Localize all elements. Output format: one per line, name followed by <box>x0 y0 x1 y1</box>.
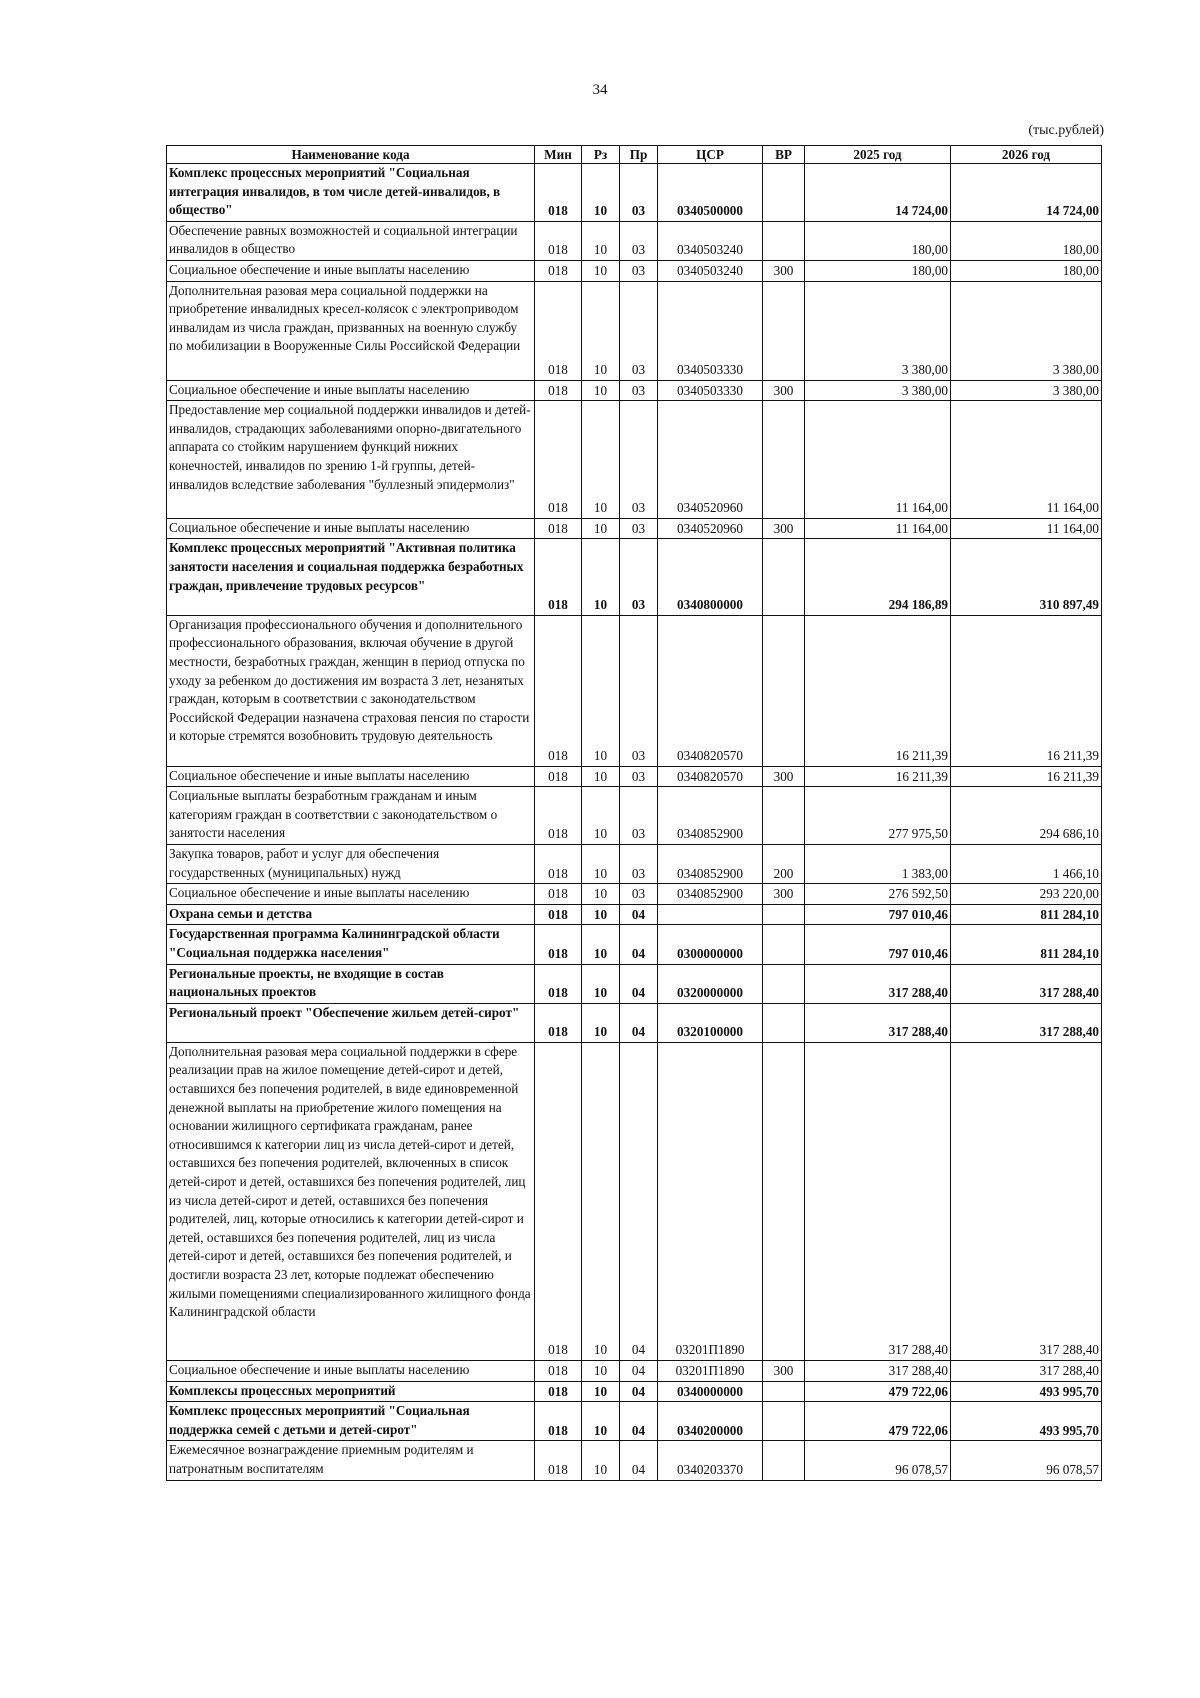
cell-vr: 300 <box>763 884 805 905</box>
cell-name: Предоставление мер социальной поддержки инвалидов и детей-инвалидов, страдающих заболеваниями опорно-двигательного аппарата со стойким нарушением функций нижних конечностей, инвалидов по зрению 1-й группы, детей-инвалидов вследствие заболевания "буллезный эпидермолиз" <box>167 401 535 519</box>
cell-rz: 10 <box>582 1042 620 1360</box>
cell-min: 018 <box>535 884 582 905</box>
cell-pr: 04 <box>620 1381 658 1402</box>
table-row <box>167 1042 1102 1360</box>
cell-2026: 14 724,00 <box>951 164 1102 222</box>
header-name: Наименование кода <box>167 146 535 164</box>
cell-min: 018 <box>535 787 582 845</box>
table-row <box>167 904 1102 925</box>
cell-csr: 0340852900 <box>658 844 763 883</box>
cell-2025: 479 722,06 <box>805 1381 951 1402</box>
cell-rz: 10 <box>582 260 620 281</box>
cell-2025: 317 288,40 <box>805 964 951 1003</box>
cell-csr: 0340203370 <box>658 1441 763 1480</box>
table-row <box>167 281 1102 380</box>
cell-vr <box>763 539 805 615</box>
cell-2025: 317 288,40 <box>805 1003 951 1042</box>
cell-name: Комплекс процессных мероприятий "Активная политика занятости населения и социальная поддержка безработных граждан, привлечение трудовых ресурсов" <box>167 539 535 615</box>
cell-name: Организация профессионального обучения и дополнительного профессионального образования, включая обучение в другой местности, безработных граждан, женщин в период отпуска по уходу за ребенком до достижения им возраста 3 лет, незанятых граждан, которым в соответствии с законодательством Российской Федерации назначена страховая пенсия по старости и которые стремятся возобновить трудовую деятельность <box>167 615 535 766</box>
cell-pr: 03 <box>620 844 658 883</box>
cell-rz: 10 <box>582 904 620 925</box>
table-row <box>167 615 1102 766</box>
cell-min: 018 <box>535 1441 582 1480</box>
cell-csr: 0340200000 <box>658 1402 763 1441</box>
cell-2026: 16 211,39 <box>951 766 1102 787</box>
cell-2025: 3 380,00 <box>805 281 951 380</box>
header-pr: Пр <box>620 146 658 164</box>
table-row <box>167 766 1102 787</box>
cell-pr: 03 <box>620 260 658 281</box>
table-row <box>167 164 1102 222</box>
cell-vr <box>763 221 805 260</box>
cell-2025: 3 380,00 <box>805 380 951 401</box>
cell-min: 018 <box>535 518 582 539</box>
cell-vr <box>763 1381 805 1402</box>
cell-min: 018 <box>535 281 582 380</box>
cell-csr: 0340800000 <box>658 539 763 615</box>
cell-rz: 10 <box>582 380 620 401</box>
cell-2026: 493 995,70 <box>951 1402 1102 1441</box>
cell-csr: 0320100000 <box>658 1003 763 1042</box>
cell-min: 018 <box>535 844 582 883</box>
cell-min: 018 <box>535 1381 582 1402</box>
cell-name: Социальное обеспечение и иные выплаты населению <box>167 766 535 787</box>
header-vr: ВР <box>763 146 805 164</box>
cell-2026: 811 284,10 <box>951 925 1102 964</box>
cell-csr <box>658 904 763 925</box>
cell-csr: 0300000000 <box>658 925 763 964</box>
cell-pr: 03 <box>620 380 658 401</box>
cell-rz: 10 <box>582 615 620 766</box>
cell-rz: 10 <box>582 766 620 787</box>
budget-table <box>166 145 1102 1481</box>
cell-2025: 11 164,00 <box>805 401 951 519</box>
cell-pr: 04 <box>620 1361 658 1382</box>
cell-2026: 3 380,00 <box>951 281 1102 380</box>
cell-pr: 03 <box>620 884 658 905</box>
header-min: Мин <box>535 146 582 164</box>
cell-min: 018 <box>535 1042 582 1360</box>
cell-csr: 0340520960 <box>658 518 763 539</box>
cell-vr <box>763 281 805 380</box>
table-row <box>167 260 1102 281</box>
cell-min: 018 <box>535 221 582 260</box>
table-row <box>167 844 1102 883</box>
cell-csr: 0340520960 <box>658 401 763 519</box>
cell-name: Региональный проект "Обеспечение жильем детей-сирот" <box>167 1003 535 1042</box>
cell-2025: 797 010,46 <box>805 904 951 925</box>
cell-pr: 03 <box>620 539 658 615</box>
cell-csr: 0320000000 <box>658 964 763 1003</box>
cell-csr: 0340503240 <box>658 221 763 260</box>
cell-2025: 11 164,00 <box>805 518 951 539</box>
cell-vr <box>763 164 805 222</box>
cell-csr: 03201П1890 <box>658 1042 763 1360</box>
cell-2025: 180,00 <box>805 221 951 260</box>
cell-pr: 03 <box>620 164 658 222</box>
cell-rz: 10 <box>582 221 620 260</box>
cell-name: Ежемесячное вознаграждение приемным родителям и патронатным воспитателям <box>167 1441 535 1480</box>
header-csr: ЦСР <box>658 146 763 164</box>
table-row <box>167 401 1102 519</box>
cell-pr: 04 <box>620 1402 658 1441</box>
cell-2026: 317 288,40 <box>951 1042 1102 1360</box>
cell-2026: 180,00 <box>951 260 1102 281</box>
cell-min: 018 <box>535 964 582 1003</box>
cell-rz: 10 <box>582 401 620 519</box>
cell-vr: 300 <box>763 260 805 281</box>
cell-vr <box>763 787 805 845</box>
cell-2026: 310 897,49 <box>951 539 1102 615</box>
cell-csr: 0340000000 <box>658 1381 763 1402</box>
cell-name: Комплекс процессных мероприятий "Социальная поддержка семей с детьми и детей-сирот" <box>167 1402 535 1441</box>
cell-2026: 3 380,00 <box>951 380 1102 401</box>
cell-vr: 300 <box>763 766 805 787</box>
cell-min: 018 <box>535 904 582 925</box>
cell-pr: 04 <box>620 1042 658 1360</box>
cell-name: Региональные проекты, не входящие в состав национальных проектов <box>167 964 535 1003</box>
cell-name: Комплекс процессных мероприятий "Социальная интеграция инвалидов, в том числе детей-инвалидов, в общество" <box>167 164 535 222</box>
cell-vr <box>763 964 805 1003</box>
cell-name: Дополнительная разовая мера социальной поддержки в сфере реализации прав на жилое помещение детей-сирот и детей, оставшихся без попечения родителей, в виде единовременной денежной выплаты на приобретение жилого помещения на основании жилищного сертификата гражданам, ранее относившимся к категории лиц из числа детей-сирот и детей, оставшихся без попечения родителей, включенных в список детей-сирот и детей, оставшихся без попечения родителей, лиц из числа детей-сирот и детей, оставшихся без попечения родителей, лиц, которые относились к категории детей-сирот и детей, оставшихся без попечения родителей, лиц из числа детей-сирот и детей, оставшихся без попечения родителей, и достигли возраста 23 лет, которые подлежат обеспечению жилыми помещениями специализированного жилищного фонда Калининградской области <box>167 1042 535 1360</box>
cell-min: 018 <box>535 380 582 401</box>
cell-min: 018 <box>535 766 582 787</box>
cell-min: 018 <box>535 401 582 519</box>
cell-rz: 10 <box>582 1381 620 1402</box>
cell-rz: 10 <box>582 281 620 380</box>
cell-csr: 0340852900 <box>658 884 763 905</box>
cell-pr: 04 <box>620 964 658 1003</box>
cell-name: Социальные выплаты безработным гражданам и иным категориям граждан в соответствии с законодательством о занятости населения <box>167 787 535 845</box>
cell-name: Дополнительная разовая мера социальной поддержки на приобретение инвалидных кресел-колясок с электроприводом инвалидам из числа граждан, призванных на военную службу по мобилизации в Вооруженные Силы Российской Федерации <box>167 281 535 380</box>
cell-rz: 10 <box>582 964 620 1003</box>
cell-pr: 04 <box>620 1441 658 1480</box>
header-2025: 2025 год <box>805 146 951 164</box>
cell-min: 018 <box>535 539 582 615</box>
cell-vr <box>763 1003 805 1042</box>
table-row <box>167 221 1102 260</box>
cell-2026: 317 288,40 <box>951 1361 1102 1382</box>
cell-rz: 10 <box>582 518 620 539</box>
cell-name: Социальное обеспечение и иные выплаты населению <box>167 518 535 539</box>
cell-2025: 317 288,40 <box>805 1361 951 1382</box>
cell-name: Закупка товаров, работ и услуг для обеспечения государственных (муниципальных) нужд <box>167 844 535 883</box>
cell-2026: 317 288,40 <box>951 964 1102 1003</box>
cell-min: 018 <box>535 1361 582 1382</box>
page-number: 34 <box>592 82 608 98</box>
cell-pr: 03 <box>620 787 658 845</box>
table-row <box>167 884 1102 905</box>
cell-csr: 0340503240 <box>658 260 763 281</box>
cell-rz: 10 <box>582 925 620 964</box>
cell-2026: 180,00 <box>951 221 1102 260</box>
cell-pr: 03 <box>620 221 658 260</box>
cell-min: 018 <box>535 164 582 222</box>
cell-csr: 0340852900 <box>658 787 763 845</box>
units-label: (тыс.рублей) <box>1028 123 1104 138</box>
cell-rz: 10 <box>582 1003 620 1042</box>
cell-vr <box>763 615 805 766</box>
table-body <box>167 164 1102 1481</box>
cell-2025: 14 724,00 <box>805 164 951 222</box>
cell-name: Государственная программа Калининградской области "Социальная поддержка населения" <box>167 925 535 964</box>
cell-2025: 317 288,40 <box>805 1042 951 1360</box>
cell-rz: 10 <box>582 787 620 845</box>
table-row <box>167 1361 1102 1382</box>
cell-min: 018 <box>535 260 582 281</box>
table-header-row <box>167 146 1102 164</box>
cell-vr <box>763 1441 805 1480</box>
table-row <box>167 925 1102 964</box>
header-2026: 2026 год <box>951 146 1102 164</box>
cell-2026: 293 220,00 <box>951 884 1102 905</box>
cell-rz: 10 <box>582 884 620 905</box>
cell-2026: 811 284,10 <box>951 904 1102 925</box>
cell-name: Социальное обеспечение и иные выплаты населению <box>167 1361 535 1382</box>
cell-min: 018 <box>535 1402 582 1441</box>
cell-vr <box>763 1042 805 1360</box>
cell-2025: 276 592,50 <box>805 884 951 905</box>
cell-pr: 04 <box>620 1003 658 1042</box>
cell-pr: 03 <box>620 281 658 380</box>
cell-vr <box>763 1402 805 1441</box>
cell-pr: 03 <box>620 615 658 766</box>
cell-rz: 10 <box>582 1441 620 1480</box>
cell-csr: 0340820570 <box>658 615 763 766</box>
cell-name: Обеспечение равных возможностей и социальной интеграции инвалидов в общество <box>167 221 535 260</box>
table-row <box>167 1381 1102 1402</box>
table-row <box>167 1003 1102 1042</box>
cell-rz: 10 <box>582 164 620 222</box>
table-row <box>167 787 1102 845</box>
cell-pr: 04 <box>620 904 658 925</box>
cell-pr: 04 <box>620 925 658 964</box>
cell-rz: 10 <box>582 844 620 883</box>
cell-pr: 03 <box>620 766 658 787</box>
cell-2025: 797 010,46 <box>805 925 951 964</box>
cell-2026: 294 686,10 <box>951 787 1102 845</box>
cell-min: 018 <box>535 615 582 766</box>
cell-2025: 277 975,50 <box>805 787 951 845</box>
cell-pr: 03 <box>620 401 658 519</box>
cell-2025: 479 722,06 <box>805 1402 951 1441</box>
cell-name: Социальное обеспечение и иные выплаты населению <box>167 260 535 281</box>
cell-min: 018 <box>535 1003 582 1042</box>
table-row <box>167 539 1102 615</box>
cell-pr: 03 <box>620 518 658 539</box>
cell-vr <box>763 904 805 925</box>
header-rz: Рз <box>582 146 620 164</box>
cell-2025: 16 211,39 <box>805 766 951 787</box>
table-row <box>167 518 1102 539</box>
cell-2026: 96 078,57 <box>951 1441 1102 1480</box>
cell-vr: 300 <box>763 518 805 539</box>
cell-2026: 11 164,00 <box>951 518 1102 539</box>
cell-rz: 10 <box>582 1361 620 1382</box>
cell-vr: 200 <box>763 844 805 883</box>
cell-2025: 96 078,57 <box>805 1441 951 1480</box>
cell-2026: 493 995,70 <box>951 1381 1102 1402</box>
cell-2025: 1 383,00 <box>805 844 951 883</box>
cell-2025: 294 186,89 <box>805 539 951 615</box>
cell-csr: 0340503330 <box>658 281 763 380</box>
cell-2026: 16 211,39 <box>951 615 1102 766</box>
cell-csr: 0340503330 <box>658 380 763 401</box>
cell-name: Социальное обеспечение и иные выплаты населению <box>167 380 535 401</box>
cell-2025: 16 211,39 <box>805 615 951 766</box>
cell-vr: 300 <box>763 380 805 401</box>
cell-csr: 0340500000 <box>658 164 763 222</box>
cell-2026: 317 288,40 <box>951 1003 1102 1042</box>
cell-rz: 10 <box>582 539 620 615</box>
cell-rz: 10 <box>582 1402 620 1441</box>
table-row <box>167 964 1102 1003</box>
table-row <box>167 1402 1102 1441</box>
cell-vr: 300 <box>763 1361 805 1382</box>
cell-csr: 03201П1890 <box>658 1361 763 1382</box>
cell-csr: 0340820570 <box>658 766 763 787</box>
cell-2026: 11 164,00 <box>951 401 1102 519</box>
table-row <box>167 380 1102 401</box>
cell-2026: 1 466,10 <box>951 844 1102 883</box>
cell-vr <box>763 401 805 519</box>
table-row <box>167 1441 1102 1480</box>
cell-vr <box>763 925 805 964</box>
cell-name: Социальное обеспечение и иные выплаты населению <box>167 884 535 905</box>
cell-name: Охрана семьи и детства <box>167 904 535 925</box>
cell-2025: 180,00 <box>805 260 951 281</box>
cell-name: Комплексы процессных мероприятий <box>167 1381 535 1402</box>
cell-min: 018 <box>535 925 582 964</box>
